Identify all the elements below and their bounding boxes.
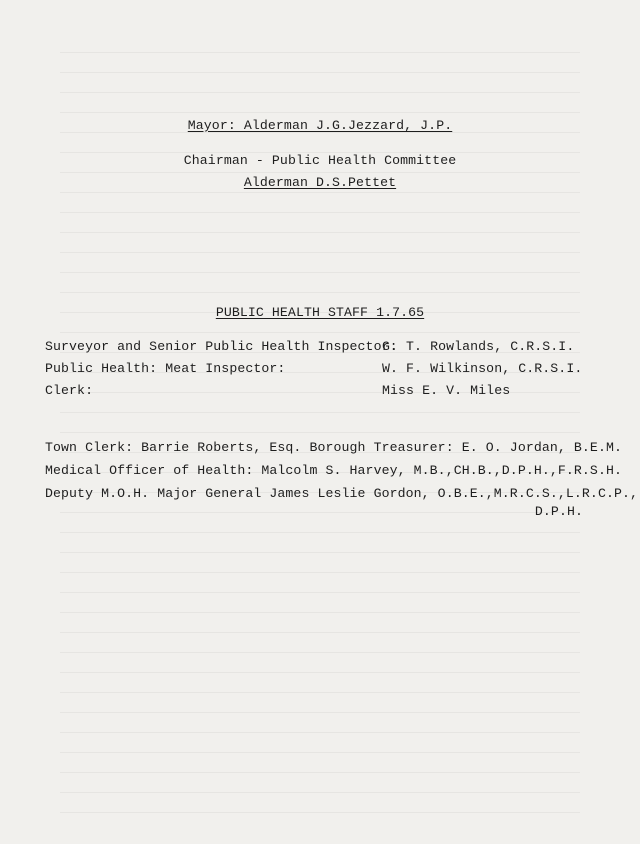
staff-name-surveyor: G. T. Rowlands, C.R.S.I. — [382, 339, 575, 354]
medical-officer-line: Medical Officer of Health: Malcolm S. Harvey, M.B.,CH.B.,D.P.H.,F.R.S.H. — [45, 463, 622, 478]
staff-role-surveyor: Surveyor and Senior Public Health Inspector: — [45, 339, 398, 354]
staff-role-meat-inspector: Public Health: Meat Inspector: — [45, 361, 286, 376]
staff-heading: PUBLIC HEALTH STAFF 1.7.65 — [215, 305, 425, 320]
deputy-moh-line-cont: D.P.H. — [534, 504, 583, 519]
chairman-title: Chairman - Public Health Committee — [183, 153, 457, 168]
staff-name-meat-inspector: W. F. Wilkinson, C.R.S.I. — [382, 361, 583, 376]
staff-role-clerk: Clerk: — [45, 383, 94, 398]
deputy-moh-line: Deputy M.O.H. Major General James Leslie Gordon, O.B.E.,M.R.C.S.,L.R.C.P., — [45, 486, 639, 501]
staff-name-clerk: Miss E. V. Miles — [382, 383, 511, 398]
town-clerk-line: Town Clerk: Barrie Roberts, Esq. Borough Treasurer: E. O. Jordan, B.E.M. — [45, 440, 622, 455]
mayor-line: Mayor: Alderman J.G.Jezzard, J.P. — [187, 118, 453, 133]
chairman-name: Alderman D.S.Pettet — [243, 175, 397, 190]
